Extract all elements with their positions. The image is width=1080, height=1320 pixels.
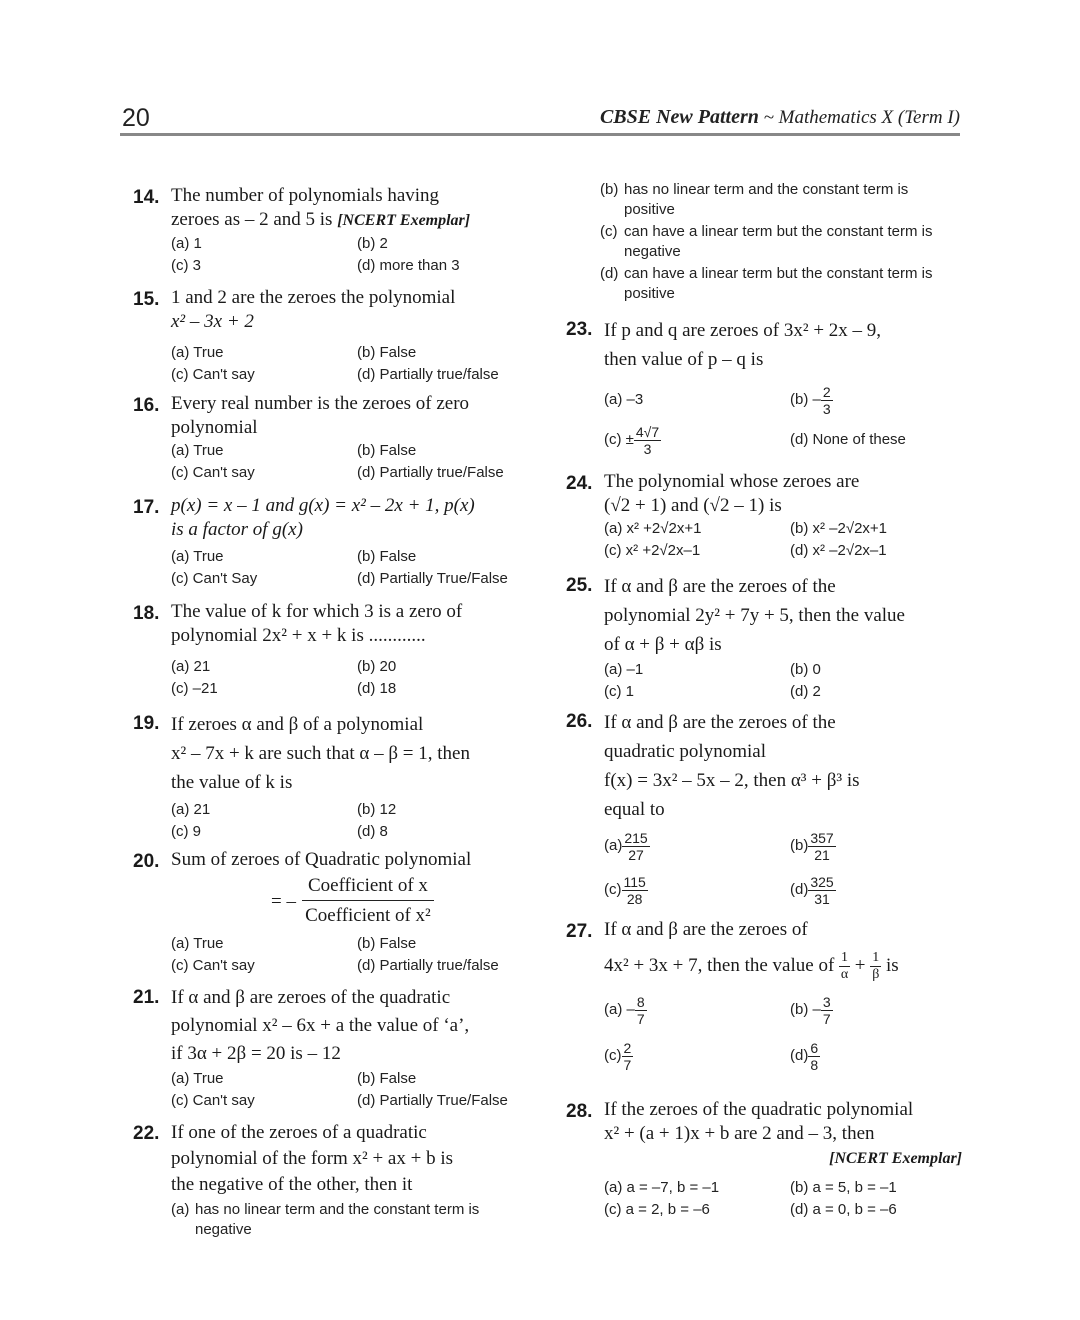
question-26 [566, 708, 966, 912]
option-b: (b) 0 [790, 661, 821, 678]
option-fraction [821, 994, 833, 1027]
option-a: (a) 21 [171, 658, 211, 675]
option-c: (c) 3 [171, 257, 201, 274]
option-prefix: (d) [790, 881, 809, 898]
option-d: (d) more than 3 [357, 257, 460, 274]
option-a: (a) –3 [604, 391, 644, 408]
option-c: (c) x² +2√2x–1 [604, 542, 701, 559]
fraction-denominator: Coefficient of x² [305, 905, 431, 926]
reciprocal-fraction [839, 950, 850, 983]
option-b [600, 180, 966, 220]
option-d: (d) 18 [357, 680, 397, 697]
option-a: (a) 1 [171, 235, 202, 252]
coefficient-fraction [302, 872, 434, 931]
question-23 [566, 316, 966, 460]
question-number: 26. [566, 711, 593, 732]
option-fraction [821, 384, 833, 417]
fraction-denominator: 28 [626, 890, 643, 907]
option-b: (b) x² –2√2x+1 [790, 520, 888, 537]
option-d: (d) 8 [357, 823, 388, 840]
question-text: polynomial x² – 6x + a the value of ‘a’, [171, 1015, 470, 1036]
question-text: If α and β are the zeroes of [604, 919, 808, 940]
question-28 [566, 1098, 966, 1221]
question-text: equal to [604, 799, 665, 820]
option-b: (b) 12 [357, 801, 397, 818]
option-fraction [808, 830, 835, 863]
question-text: polynomial of the form x² + ax + b is [171, 1148, 454, 1169]
option-text: can have a linear term but the constant term is positive [624, 265, 933, 302]
fraction-denominator: 8 [810, 1056, 819, 1073]
option-d: (d) Partially true/false [357, 957, 499, 974]
option-prefix: (c) [604, 881, 622, 898]
question-24 [566, 470, 966, 562]
option-a: (a) True [171, 442, 224, 459]
fraction-numerator: 4√7 [635, 423, 660, 440]
question-number: 16. [133, 395, 160, 416]
option-prefix: (a) – [604, 1001, 635, 1018]
option-c: (c) 1 [604, 683, 634, 700]
option-fraction [622, 830, 649, 863]
fraction-denominator: 7 [623, 1056, 632, 1073]
fraction-denominator: α [840, 967, 849, 982]
fraction-numerator: 8 [636, 993, 645, 1010]
option-d: (d) None of these [790, 431, 906, 448]
option-c [604, 1033, 790, 1079]
option-prefix: (c) [604, 1047, 622, 1064]
option-b [790, 824, 976, 868]
fraction-numerator: 357 [810, 829, 834, 846]
question-21 [133, 984, 533, 1112]
question-text: 1 and 2 are the zeroes the polynomial [171, 287, 456, 308]
question-text: The number of polynomials having [171, 185, 440, 206]
question-number: 17. [133, 497, 160, 518]
option-b: (b) False [357, 442, 417, 459]
fraction-denominator: 21 [814, 846, 830, 863]
fraction-numerator: 115 [623, 873, 646, 890]
option-fraction [622, 1040, 634, 1073]
question-text: if 3α + 2β = 20 is – 12 [171, 1043, 341, 1064]
question-number: 15. [133, 289, 160, 310]
option-c: (c) Can't say [171, 366, 255, 383]
question-15 [133, 286, 533, 386]
option-label: (d) [600, 265, 619, 282]
question-text: polynomial 2x² + x + k is ............ [171, 625, 426, 646]
option-a [604, 824, 790, 868]
option-b: (b) False [357, 1070, 417, 1087]
question-text: x² – 3x + 2 [171, 311, 254, 332]
option-fraction [622, 874, 648, 907]
option-fraction [634, 424, 661, 457]
question-text: If α and β are the zeroes of the [604, 576, 836, 597]
option-b [790, 987, 976, 1033]
question-text: x² – 7x + k are such that α – β = 1, then [171, 743, 470, 764]
question-text: If α and β are the zeroes of the [604, 712, 836, 733]
option-d: (d) a = 0, b = –6 [790, 1201, 897, 1218]
option-c: (c) Can't say [171, 464, 255, 481]
fraction-denominator: 7 [636, 1010, 645, 1027]
question-text: If zeroes α and β of a polynomial [171, 714, 424, 735]
question-text: x² + (a + 1)x + b are 2 and – 3, then [604, 1123, 875, 1144]
option-b: (b) False [357, 344, 417, 361]
option-a: (a) True [171, 548, 224, 565]
fraction-denominator: 27 [628, 846, 644, 863]
option-d [790, 868, 976, 912]
option-d: (d) Partially true/false [357, 366, 499, 383]
fraction-numerator: 2 [623, 1039, 632, 1056]
option-fraction [635, 994, 647, 1027]
fraction-prefix: = – [271, 890, 296, 912]
question-18 [133, 600, 533, 700]
option-c [600, 222, 966, 262]
page-number: 20 [122, 104, 150, 132]
fraction-numerator: Coefficient of x [302, 872, 434, 901]
question-text: (√2 + 1) and (√2 – 1) is [604, 495, 782, 516]
question-19 [133, 710, 533, 843]
question-number: 22. [133, 1123, 160, 1144]
question-text: then value of p – q is [604, 349, 764, 370]
fraction-numerator: 325 [810, 873, 834, 890]
option-b: (b) False [357, 548, 417, 565]
option-prefix: (b) [790, 837, 809, 854]
question-text: 4x² + 3x + 7, then the value of [604, 954, 835, 976]
question-text: the value of k is [171, 772, 293, 793]
question-number: 18. [133, 603, 160, 624]
question-text: If α and β are zeroes of the quadratic [171, 987, 451, 1008]
question-22-continued [566, 180, 966, 304]
question-number: 28. [566, 1101, 593, 1122]
option-text: can have a linear term but the constant term is negative [624, 223, 933, 260]
option-prefix: (b) – [790, 1001, 821, 1018]
option-c: (c) Can't say [171, 1092, 255, 1109]
question-number: 24. [566, 473, 593, 494]
option-a [604, 987, 790, 1033]
question-text: If the zeroes of the quadratic polynomial [604, 1099, 914, 1120]
subject-title: Mathematics X (Term I) [778, 107, 960, 128]
option-label: (b) [600, 181, 619, 198]
question-number: 27. [566, 921, 593, 942]
header-separator: ~ [758, 107, 779, 128]
question-number: 19. [133, 713, 160, 734]
option-fraction [808, 1040, 820, 1073]
question-14 [133, 184, 533, 277]
option-a: (a) a = –7, b = –1 [604, 1179, 720, 1196]
option-a: (a) True [171, 1070, 224, 1087]
option-b: (b) a = 5, b = –1 [790, 1179, 897, 1196]
question-number: 20. [133, 851, 160, 872]
question-text: If p and q are zeroes of 3x² + 2x – 9, [604, 320, 882, 341]
question-text: The polynomial whose zeroes are [604, 471, 860, 492]
option-a: (a) True [171, 344, 224, 361]
option-prefix: (b) – [790, 391, 821, 408]
option-c: (c) Can't say [171, 957, 255, 974]
option-d: (d) Partially True/False [357, 570, 508, 587]
option-d: (d) 2 [790, 683, 821, 700]
option-text: has no linear term and the constant term is positive [624, 181, 909, 218]
option-d [600, 264, 966, 304]
source-tag: [NCERT Exemplar] [829, 1150, 962, 1167]
option-d: (d) Partially true/False [357, 464, 504, 481]
option-a [171, 1200, 533, 1240]
question-text: If one of the zeroes of a quadratic [171, 1122, 427, 1143]
question-text: is a factor of g(x) [171, 519, 303, 540]
question-number: 25. [566, 575, 593, 596]
option-c: (c) a = 2, b = –6 [604, 1201, 710, 1218]
question-17 [133, 494, 533, 590]
fraction-denominator: β [872, 967, 880, 982]
question-number: 23. [566, 319, 593, 340]
source-tag: [NCERT Exemplar] [337, 212, 471, 229]
option-label: (a) [171, 1201, 190, 1218]
option-prefix: (d) [790, 1047, 809, 1064]
option-c [604, 868, 790, 912]
fraction-numerator: 6 [810, 1039, 819, 1056]
question-text: quadratic polynomial [604, 741, 766, 762]
fraction-numerator: 1 [872, 950, 880, 965]
option-text: has no linear term and the constant term is negative [195, 1201, 480, 1238]
option-b [790, 380, 976, 420]
question-22 [133, 1120, 533, 1240]
question-20 [133, 848, 533, 977]
option-d: (d) x² –2√2x–1 [790, 542, 887, 559]
fraction-numerator: 3 [822, 993, 831, 1010]
question-27 [566, 918, 966, 1079]
option-a: (a) 21 [171, 801, 211, 818]
question-25 [566, 572, 966, 703]
series-title: CBSE New Pattern [599, 106, 759, 128]
question-text: of α + β + αβ is [604, 634, 722, 655]
option-prefix: (c) ± [604, 431, 634, 448]
question-text: f(x) = 3x² – 5x – 2, then α³ + β³ is [604, 770, 860, 791]
option-a: (a) –1 [604, 661, 644, 678]
question-text: polynomial 2y² + 7y + 5, then the value [604, 605, 905, 626]
question-text: is [886, 954, 899, 976]
option-b: (b) 20 [357, 658, 397, 675]
fraction-numerator: 1 [841, 950, 849, 965]
question-text: the negative of the other, then it [171, 1174, 413, 1195]
option-c: (c) –21 [171, 680, 218, 697]
plus-sign: + [854, 954, 866, 976]
option-d: (d) Partially True/False [357, 1092, 508, 1109]
question-text: Sum of zeroes of Quadratic polynomial [171, 849, 472, 870]
option-a: (a) x² +2√2x+1 [604, 520, 702, 537]
fraction-denominator: 31 [814, 890, 830, 907]
fraction-denominator: 3 [643, 440, 652, 457]
question-number: 14. [133, 187, 160, 208]
header-rule [120, 133, 960, 136]
question-text: The value of k for which 3 is a zero of [171, 601, 463, 622]
option-b: (b) False [357, 935, 417, 952]
question-text: Every real number is the zeroes of zero [171, 393, 470, 414]
question-16 [133, 392, 533, 484]
fraction-numerator: 215 [624, 829, 648, 846]
fraction-numerator: 2 [822, 383, 831, 400]
option-prefix: (a) [604, 837, 623, 854]
option-c: (c) 9 [171, 823, 201, 840]
option-c [604, 420, 790, 460]
running-header [600, 106, 960, 129]
fraction-denominator: 3 [822, 400, 831, 417]
option-fraction [808, 874, 835, 907]
option-label: (c) [600, 223, 618, 240]
question-text: zeroes as – 2 and 5 is [171, 209, 333, 230]
question-number: 21. [133, 987, 160, 1008]
option-d [790, 1033, 976, 1079]
option-b: (b) 2 [357, 235, 388, 252]
question-text: p(x) = x – 1 and g(x) = x² – 2x + 1, p(x) [171, 495, 475, 516]
reciprocal-fraction [870, 950, 881, 983]
option-c: (c) Can't Say [171, 570, 258, 587]
question-text: polynomial [171, 417, 258, 438]
option-a: (a) True [171, 935, 224, 952]
fraction-denominator: 7 [822, 1010, 831, 1027]
